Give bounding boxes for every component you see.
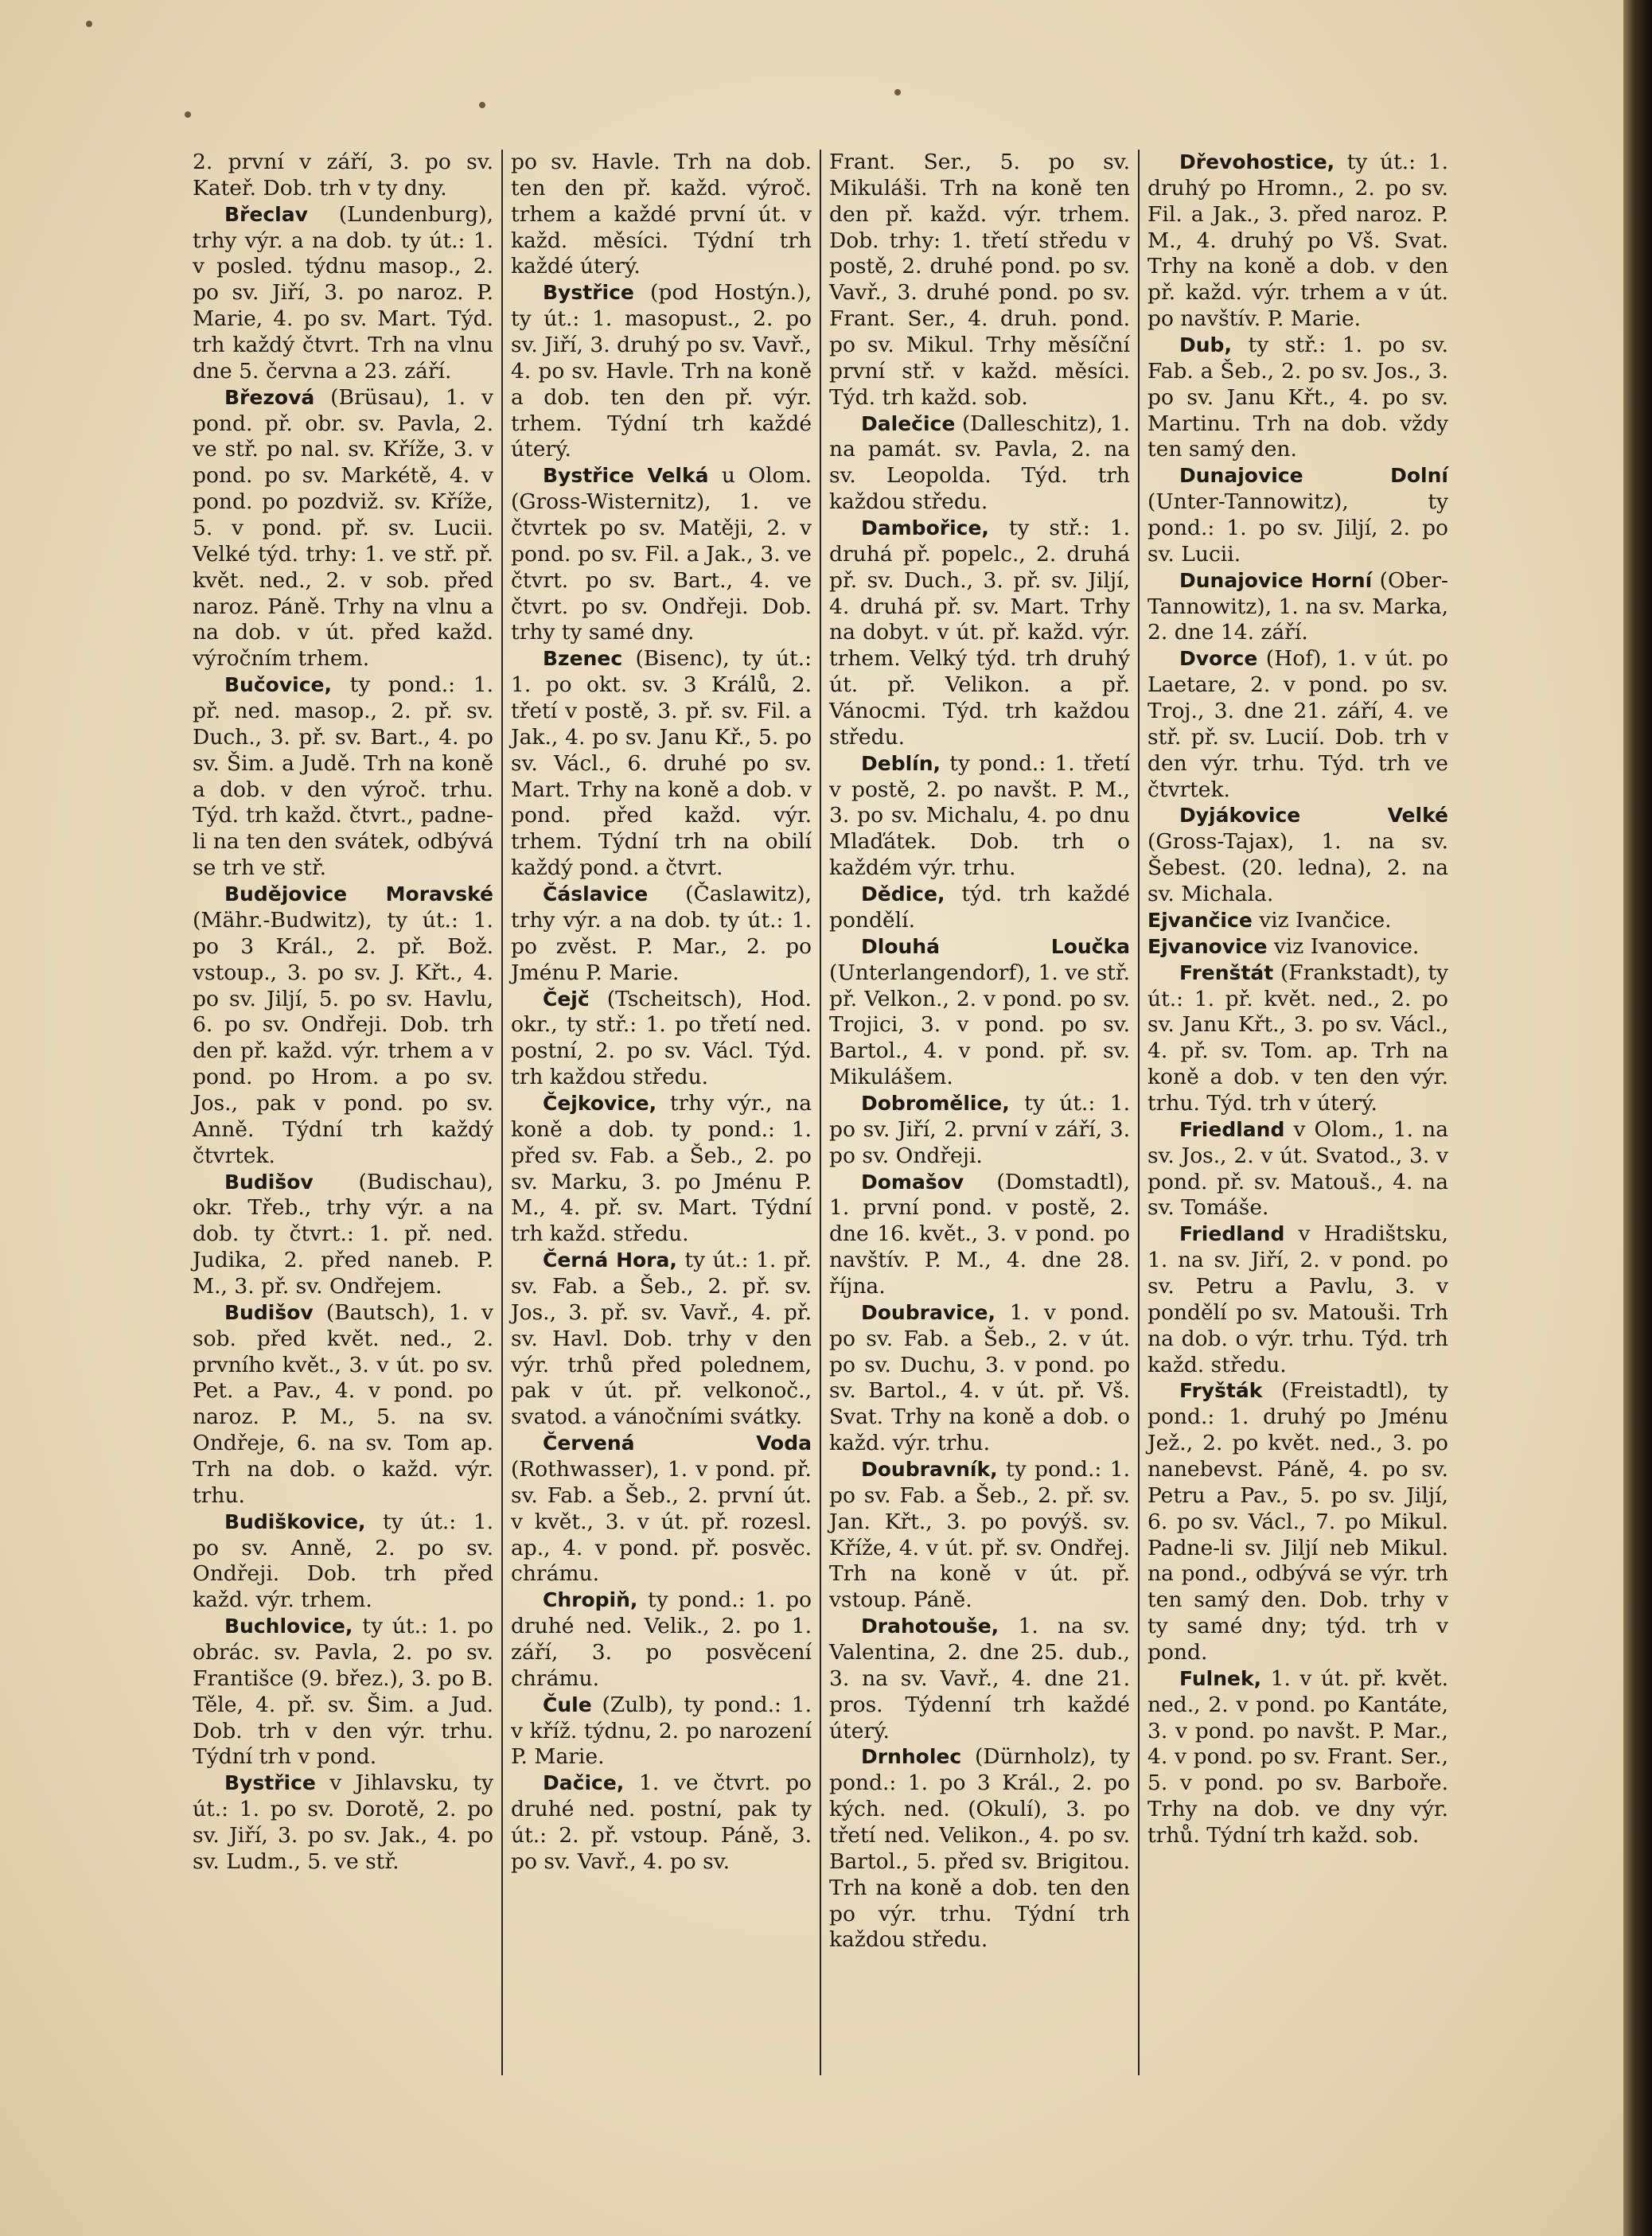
town-name: Čejč bbox=[543, 987, 590, 1011]
entry-text: ty út.: 1. po obrác. sv. Pavla, 2. po sv. Františce (9. břez.), 3. po B. Těle, 4. př. sv. Šim. a Jud. Dob. trh v den výr. trhu. Týdní trh v pond. bbox=[193, 1614, 493, 1770]
town-name: Dub, bbox=[1179, 333, 1232, 357]
town-name: Budišov bbox=[224, 1300, 314, 1324]
town-name: Drnholec bbox=[861, 1745, 962, 1769]
town-name: Dalečice bbox=[861, 411, 956, 435]
town-name: Buchlovice, bbox=[224, 1615, 353, 1638]
market-entry bbox=[829, 1300, 1130, 1457]
entry-text: viz Ivančice. bbox=[1252, 907, 1392, 933]
market-entry bbox=[1147, 150, 1448, 333]
entry-text: trhy výr., na koně a dob. ty pond.: 1. před sv. Fab. a Šeb., 2. po sv. Marku, 3. po Jménu P. M., 4. př. sv. Mart. Týdní trh každ. středu. bbox=[511, 1090, 812, 1247]
market-entry bbox=[193, 1770, 493, 1875]
town-name: Ejvančice bbox=[1147, 908, 1253, 932]
entry-text: (Ober-Tannowitz), 1. na sv. Marka, 2. dne 14. září. bbox=[1147, 567, 1448, 645]
market-entry bbox=[511, 1091, 812, 1248]
town-name: Doubravník, bbox=[861, 1457, 998, 1481]
entry-text: u Olom. (Gross-Wisternitz), 1. ve čtvrtek po sv. Matěji, 2. v pond. po sv. Fil. a Jak., 3. ve čtvrt. po sv. Bart., 4. ve čtvrt. po sv. Ondřeji. Dob. trhy ty samé dny. bbox=[511, 463, 812, 645]
town-name: Čáslavice bbox=[543, 882, 649, 906]
market-entry bbox=[511, 1587, 812, 1692]
entry-text: ty pond.: 1. třetí v postě, 2. po navšt. P. M., 3. po sv. Michalu, 4. po dnu Mlaďátek. Dob. trh o každém výr. trhu. bbox=[829, 750, 1130, 881]
market-entry bbox=[829, 1170, 1130, 1300]
town-name: Drahotouše, bbox=[861, 1615, 999, 1638]
town-name: Domašov bbox=[861, 1170, 964, 1194]
market-entry bbox=[511, 1248, 812, 1431]
market-entry bbox=[829, 934, 1130, 1091]
entry-text: ty út.: 1. po sv. Anně, 2. po sv. Ondřeji. Dob. trh před každ. výr. trhem. bbox=[193, 1509, 493, 1613]
market-entry bbox=[829, 150, 1130, 411]
entry-text: Frant. Ser., 5. po sv. Mikuláši. Trh na koně ten den př. každ. výr. trhem. Dob. trhy: 1. třetí středu v postě, 2. druhé pond. po sv. Vavř., 3. druhé pond. po sv. Frant. Ser., 4. druh. pond. po sv. Mikul. Trhy měsíční první stř. v každ. měsíci. Týd. trh každ. sob. bbox=[829, 150, 1130, 410]
entry-text: po sv. Havle. Trh na dob. ten den př. každ. výroč. trhem a každé první út. v každ. měsíci. Týdní trh každé úterý. bbox=[511, 150, 812, 279]
column-3 bbox=[824, 150, 1135, 2075]
market-entry bbox=[829, 751, 1130, 882]
entry-text: ty stř.: 1. po sv. Fab. a Šeb., 2. po sv. Jos., 3. po sv. Janu Křt., 4. po sv. Martinu. Trh na dob. vždy ten samý den. bbox=[1147, 333, 1448, 462]
town-name: Frenštát bbox=[1179, 960, 1274, 984]
town-name: Bučovice, bbox=[224, 673, 332, 697]
market-entry bbox=[1147, 1117, 1448, 1221]
market-entry bbox=[511, 987, 812, 1091]
town-name: Čejkovice, bbox=[543, 1091, 657, 1115]
entry-text: (Hof), 1. v út. po Laetare, 2. v pond. po sv. Troj., 3. dne 21. září, 4. ve stř. př. sv. Lucií. Dob. trh v den výr. trhu. Týd. trh ve čtvrtek. bbox=[1147, 646, 1448, 802]
speck bbox=[86, 21, 92, 27]
market-entry bbox=[829, 1744, 1130, 1954]
entry-text: (Zulb), ty pond.: 1. v kříž. týdnu, 2. po narození P. Marie. bbox=[511, 1692, 812, 1770]
entry-text: (Tscheitsch), Hod. okr., ty stř.: 1. po třetí ned. postní, 2. po sv. Václ. Týd. trh každou středu. bbox=[511, 986, 812, 1090]
market-entry bbox=[193, 672, 493, 882]
entry-text: (Domstadtl), 1. první pond. v postě, 2. dne 16. květ., 3. v pond. po navštív. P. M., 4. dne 28. října. bbox=[829, 1169, 1130, 1299]
market-entry bbox=[1147, 1666, 1448, 1849]
entry-text: ty pond.: 1. po sv. Fab. a Šeb., 2. př. sv. Jan. Křt., 3. po povýš. sv. Kříže, 4. v út. př. sv. Ondřej. Trh na koně v út. př. vstoup. Páně. bbox=[829, 1456, 1130, 1613]
entry-text: 1. v út. př. květ. ned., 2. v pond. po Kantáte, 3. v pond. po navšt. P. Mar., 4. v pond. po sv. Frant. Ser., 5. v pond. po sv. Barboře. Trhy na dob. ve dny výr. trhů. Týdní trh každ. sob. bbox=[1147, 1665, 1448, 1848]
market-entry bbox=[511, 150, 812, 280]
market-entry bbox=[829, 411, 1130, 516]
market-entry bbox=[511, 280, 812, 463]
market-entry bbox=[1147, 646, 1448, 803]
entry-text: (Unter-Tannowitz), ty pond.: 1. po sv. Jiljí, 2. po sv. Lucii. bbox=[1147, 489, 1448, 567]
entry-text: (Dalleschitz), 1. na památ. sv. Pavla, 2. na sv. Leopolda. Týd. trh každou středu. bbox=[829, 411, 1130, 515]
market-entry bbox=[193, 882, 493, 1169]
entry-text: ty pond.: 1. př. ned. masop., 2. př. sv. Duch., 3. př. sv. Bart., 4. po sv. Šim. a Judě. Trh na koně a dob. v den výroč. trhu. Týd. trh každ. čtvrt., padne-li na ten den svátek, odbývá se trh ve stř. bbox=[193, 672, 493, 881]
entry-text: (Časlawitz), trhy výr. a na dob. ty út.: 1. po zvěst. P. Mar., 2. po Jménu P. Marie. bbox=[511, 882, 812, 985]
market-entry bbox=[1147, 803, 1448, 907]
town-name: Dlouhá Loučka bbox=[861, 934, 1130, 958]
market-entry bbox=[829, 1091, 1130, 1170]
town-name: Dambořice, bbox=[861, 516, 989, 540]
entry-text: (Bisenc), ty út.: 1. po okt. sv. 3 Králů, 2. třetí v postě, 3. př. sv. Fil. a Jak., 4. po sv. Janu Kř., 5. po sv. Václ., 6. druhé po sv. Mart. Trhy na koně a dob. v pond. před každ. výr. trhem. Týdní trh na obilí každý pond. a čtvrt. bbox=[511, 646, 812, 881]
town-name: Bystřice bbox=[224, 1771, 316, 1795]
entry-text: (Lundenburg), trhy výr. a na dob. ty út.: 1. v posled. týdnu masop., 2. po sv. Jiří, 3. po naroz. P. Marie, 4. po sv. Mart. Týd. trh každý čtvrt. Trh na vlnu dne 5. června a 23. září. bbox=[193, 201, 493, 384]
entry-text: ty út.: 1. druhý po Hromn., 2. po sv. Fil. a Jak., 3. před naroz. P. M., 4. druhý po Vš. Svat. Trhy na koně a dob. v den př. každ. výr. trhem a v út. po navštív. P. Marie. bbox=[1147, 150, 1448, 332]
market-entry bbox=[193, 1509, 493, 1614]
entry-text: v Jihlavsku, ty út.: 1. po sv. Dorotě, 2. po sv. Jiří, 3. po sv. Jak., 4. po sv. Ludm., 5. ve stř. bbox=[193, 1770, 493, 1874]
speck bbox=[185, 111, 191, 118]
entry-text: (Freistadtl), ty pond.: 1. druhý po Jménu Jež., 2. po květ. ned., 3. po nanebevst. Páně, 4. po sv. Petru a Pav., 5. po sv. Jiljí, 6. po sv. Václ., 7. po Mikul. Padne-li sv. Jiljí neb Mikul. na pond., odbývá se výr. trh ten samý den. Dob. trhy v ty samé dny; týd. trh v pond. bbox=[1147, 1378, 1448, 1665]
town-name: Bystřice Velká bbox=[543, 464, 709, 488]
town-name: Dyjákovice Velké bbox=[1179, 804, 1448, 828]
book-edge bbox=[1623, 0, 1652, 2236]
town-name: Dunajovice Horní bbox=[1179, 568, 1373, 592]
town-name: Fryšták bbox=[1179, 1379, 1263, 1403]
town-name: Budějovice Moravské bbox=[224, 882, 493, 906]
market-entry bbox=[1147, 1378, 1448, 1665]
entry-text: (Mähr.-Budwitz), ty út.: 1. po 3 Král., 2. př. Bož. vstoup., 3. po sv. J. Křt., 4. po sv. Jiljí, 5. po sv. Havlu, 6. po sv. Ondřeji. Dob. trh den př. každ. výr. trhem a v pond. po Hrom. a po sv. Jos., pak v pond. po sv. Anně. Týdní trh každý čtvrtek. bbox=[193, 907, 493, 1168]
town-name: Dřevohostice, bbox=[1179, 150, 1335, 173]
market-entry bbox=[1147, 463, 1448, 567]
entry-text: ty út.: 1. př. sv. Fab. a Šeb., 2. př. sv. Jos., 3. př. sv. Vavř., 4. př. sv. Havl. Dob. trhy v den výr. trhů před polednem, pak v út. př. velkonoč., svatod. a vánočními svátky. bbox=[511, 1248, 812, 1430]
town-name: Červená Voda bbox=[543, 1432, 812, 1455]
town-name: Dobromělice, bbox=[861, 1091, 1010, 1115]
town-name: Dunajovice Dolní bbox=[1179, 464, 1448, 488]
market-entry bbox=[1147, 960, 1448, 1117]
entry-text: 1. ve čtvrt. po druhé ned. postní, pak ty út.: 2. př. vstoup. Páně, 3. po sv. Vavř., 4. po sv. bbox=[511, 1770, 812, 1874]
entry-text: v Hradištsku, 1. na sv. Jiří, 2. v pond. po sv. Petru a Pavlu, 3. v pondělí po sv. Matouši. Trh na dob. o výr. trhu. Týd. trh každ. středu. bbox=[1147, 1221, 1448, 1377]
town-name: Budiškovice, bbox=[224, 1509, 366, 1533]
column-2 bbox=[506, 150, 816, 2075]
entry-text: (Bautsch), 1. v sob. před květ. ned., 2. prvního květ., 3. v út. po sv. Pet. a Pav., 4. v pond. po naroz. P. M., 5. na sv. Ondřeje, 6. na sv. Tom ap. Trh na dob. o každ. výr. trhu. bbox=[193, 1299, 493, 1508]
entry-text: (Budischau), okr. Třeb., trhy výr. a na dob. ty čtvrt.: 1. př. ned. Judika, 2. před naneb. P. M., 3. př. sv. Ondřejem. bbox=[193, 1169, 493, 1299]
text-columns bbox=[188, 150, 1467, 2075]
market-entry bbox=[829, 882, 1130, 934]
town-name: Bzenec bbox=[543, 647, 623, 671]
town-name: Budišov bbox=[224, 1170, 314, 1194]
entry-text: (Frankstadt), ty út.: 1. př. květ. ned., 2. po sv. Janu Křt., 3. po sv. Václ., 4. př. sv. Tom. ap. Trh na koně a dob. v ten den výr. trhu. Týd. trh v úterý. bbox=[1147, 960, 1448, 1116]
town-name: Bystřice bbox=[543, 281, 634, 305]
market-entry bbox=[1147, 568, 1448, 647]
column-1 bbox=[188, 150, 498, 2075]
town-name: Friedland bbox=[1179, 1117, 1285, 1141]
column-4 bbox=[1143, 150, 1453, 2075]
column-divider bbox=[1138, 150, 1140, 2075]
market-entry bbox=[193, 150, 493, 202]
market-entry bbox=[1147, 908, 1448, 934]
town-name: Chropiň, bbox=[543, 1588, 638, 1612]
town-name: Dvorce bbox=[1179, 647, 1258, 671]
town-name: Doubravice, bbox=[861, 1300, 995, 1324]
speck bbox=[479, 102, 485, 108]
entry-text: 1. na sv. Valentina, 2. dne 25. dub., 3. na sv. Vavř., 4. dne 21. pros. Týdenní trh každé úterý. bbox=[829, 1614, 1130, 1743]
entry-text: (Rothwasser), 1. v pond. př. sv. Fab. a Šeb., 2. první út. v květ., 3. v út. př. rozesl. ap., 4. v pond. př. posvěc. chrámu. bbox=[511, 1456, 812, 1587]
entry-text: 2. první v září, 3. po sv. Kateř. Dob. trh v ty dny. bbox=[193, 150, 493, 201]
entry-text: (Brüsau), 1. v pond. př. obr. sv. Pavla, 2. ve stř. po nal. sv. Kříže, 3. v pond. po sv. Markétě, 4. v pond. po pozdviž. sv. Kříže, 5. v pond. př. sv. Lucii. Velké týd. trhy: 1. ve stř. př. květ. ned., 2. v sob. před naroz. Páně. Trhy na vlnu a na dob. v út. před každ. výročním trhem. bbox=[193, 384, 493, 672]
market-entry bbox=[511, 463, 812, 646]
market-entry bbox=[193, 1614, 493, 1770]
town-name: Dědice, bbox=[861, 882, 945, 906]
entry-text: 1. v pond. po sv. Fab. a Šeb., 2. v út. po sv. Duchu, 3. v pond. po sv. Bartol., 4. v út. př. Vš. Svat. Trhy na koně a dob. o každ. výr. trhu. bbox=[829, 1299, 1130, 1456]
entry-text: (Unterlangendorf), 1. ve stř. př. Velkon., 2. v pond. po sv. Trojici, 3. v pond. po sv. Bartol., 4. v pond. př. sv. Mikulášem. bbox=[829, 960, 1130, 1090]
market-entry bbox=[511, 1693, 812, 1771]
entry-text: ty stř.: 1. druhá př. popelc., 2. druhá př. sv. Duch., 3. př. sv. Jiljí, 4. druhá př. sv. Mart. Trhy na dobyt. v út. př. každ. výr. trhem. Velký týd. trh druhý út. př. Velikon. a př. Vánocmi. Týd. trh každou středu. bbox=[829, 516, 1130, 750]
column-divider bbox=[820, 150, 821, 2075]
entry-text: viz Ivanovice. bbox=[1267, 933, 1420, 959]
entry-text: (Gross-Tajax), 1. na sv. Šebest. (20. ledna), 2. na sv. Michala. bbox=[1147, 829, 1448, 907]
town-name: Dačice, bbox=[543, 1771, 625, 1795]
entry-text: ty pond.: 1. po druhé ned. Velik., 2. po 1. září, 3. po posvěcení chrámu. bbox=[511, 1587, 812, 1691]
market-entry bbox=[193, 385, 493, 672]
town-name: Březová bbox=[224, 385, 315, 409]
entry-text: ty út.: 1. po sv. Jiří, 2. první v září, 3. po sv. Ondřeji. bbox=[829, 1090, 1130, 1168]
entry-text: (pod Hostýn.), ty út.: 1. masopust., 2. po sv. Jiří, 3. druhý po sv. Vavř., 4. po sv. Havle. Trh na koně a dob. ten den př. výr. trhem. Týdní trh každé úterý. bbox=[511, 280, 812, 462]
town-name: Fulnek, bbox=[1179, 1666, 1262, 1690]
town-name: Deblín, bbox=[861, 751, 941, 775]
market-entry bbox=[193, 1170, 493, 1300]
market-entry bbox=[829, 1614, 1130, 1744]
market-entry bbox=[1147, 333, 1448, 463]
town-name: Ejvanovice bbox=[1147, 934, 1268, 958]
market-entry bbox=[511, 1770, 812, 1875]
market-entry bbox=[511, 882, 812, 986]
market-entry bbox=[829, 516, 1130, 751]
town-name: Břeclav bbox=[224, 202, 308, 226]
market-entry bbox=[193, 1300, 493, 1509]
entry-text: (Dürnholz), ty pond.: 1. po 3 Král., 2. po kých. ned. (Okulí), 3. po třetí ned. Velikon., 4. po sv. Bartol., 5. před sv. Brigitou. Trh na koně a dob. ten den po výr. trhu. Týdní trh každou středu. bbox=[829, 1744, 1130, 1953]
town-name: Friedland bbox=[1179, 1222, 1285, 1246]
town-name: Čule bbox=[543, 1693, 592, 1716]
market-entry bbox=[1147, 934, 1448, 960]
market-entry bbox=[1147, 1221, 1448, 1378]
entry-text: týd. trh každé pondělí. bbox=[829, 882, 1130, 933]
town-name: Černá Hora, bbox=[543, 1248, 677, 1272]
speck bbox=[894, 89, 901, 95]
column-divider bbox=[501, 150, 503, 2075]
market-entry bbox=[511, 646, 812, 882]
market-entry bbox=[829, 1457, 1130, 1614]
entry-text: v Olom., 1. na sv. Jos., 2. v út. Svatod., 3. v pond. př. sv. Matouš., 4. na sv. Tomáše. bbox=[1147, 1116, 1448, 1221]
market-entry bbox=[193, 202, 493, 385]
market-entry bbox=[511, 1431, 812, 1587]
